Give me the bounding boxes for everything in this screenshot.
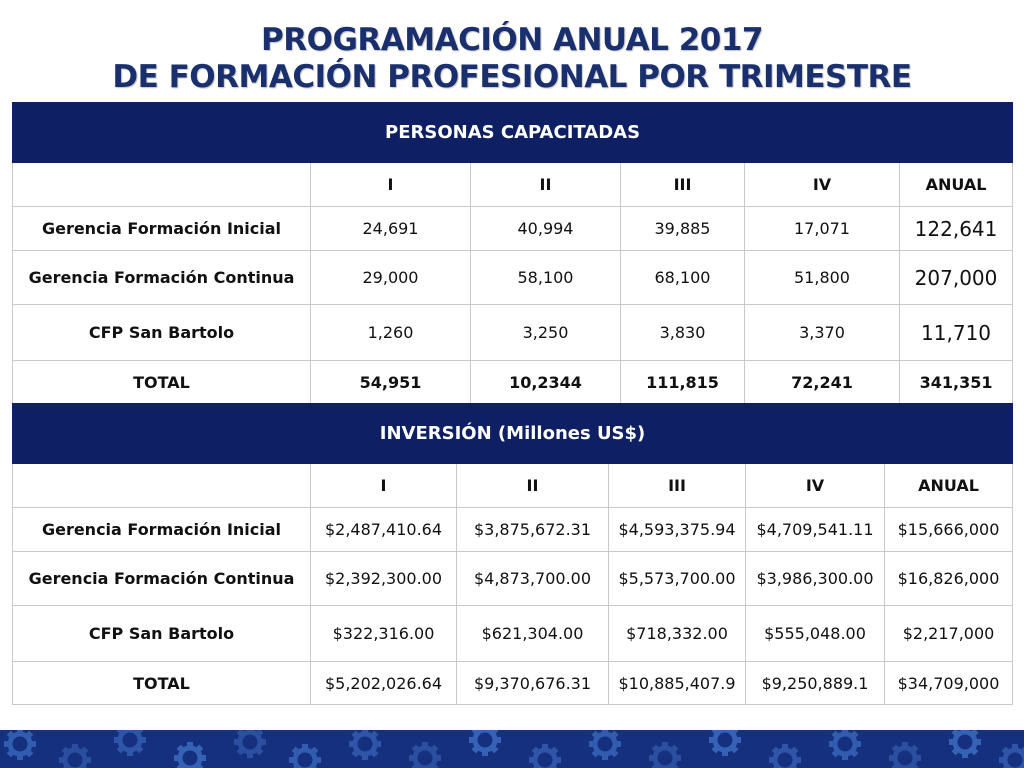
table-row <box>13 552 1013 606</box>
table-cell: $3,986,300.00 <box>746 552 885 606</box>
table-cell: 40,994 <box>471 207 621 251</box>
total-cell: 111,815 <box>621 361 745 404</box>
inversion-table <box>12 403 1013 705</box>
column-header-i: I <box>311 464 457 508</box>
table-cell: 58,100 <box>471 251 621 305</box>
table-row <box>13 207 1013 251</box>
column-header-iii: III <box>621 163 745 207</box>
title-line-2: DE FORMACIÓN PROFESIONAL POR TRIMESTRE <box>112 59 912 95</box>
total-cell: $9,250,889.1 <box>746 662 885 705</box>
total-cell: $9,370,676.31 <box>457 662 609 705</box>
empty-corner-cell <box>13 163 311 207</box>
column-header-iv: IV <box>746 464 885 508</box>
column-header-iii: III <box>609 464 746 508</box>
column-header-anual: ANUAL <box>885 464 1013 508</box>
annual-cell: 122,641 <box>900 207 1013 251</box>
table-cell: 3,250 <box>471 305 621 361</box>
table-cell: 1,260 <box>311 305 471 361</box>
column-header-ii: II <box>471 163 621 207</box>
annual-cell: 11,710 <box>900 305 1013 361</box>
table-cell: 17,071 <box>745 207 900 251</box>
table-row <box>13 508 1013 552</box>
total-cell: 10,2344 <box>471 361 621 404</box>
annual-cell: 207,000 <box>900 251 1013 305</box>
table-cell: $4,873,700.00 <box>457 552 609 606</box>
row-label: CFP San Bartolo <box>13 305 311 361</box>
table-cell: $3,875,672.31 <box>457 508 609 552</box>
row-label: Gerencia Formación Continua <box>13 552 311 606</box>
table-cell: $621,304.00 <box>457 606 609 662</box>
table-cell: $4,593,375.94 <box>609 508 746 552</box>
column-header-i: I <box>311 163 471 207</box>
personas-capacitadas-table <box>12 102 1013 404</box>
total-cell: 341,351 <box>900 361 1013 404</box>
table-cell: $5,573,700.00 <box>609 552 746 606</box>
row-label: Gerencia Formación Continua <box>13 251 311 305</box>
table-cell: $4,709,541.11 <box>746 508 885 552</box>
total-cell: $34,709,000 <box>885 662 1013 705</box>
row-label: Gerencia Formación Inicial <box>13 508 311 552</box>
total-label: TOTAL <box>13 662 311 705</box>
table-row <box>13 305 1013 361</box>
table-cell: 68,100 <box>621 251 745 305</box>
table-cell: 24,691 <box>311 207 471 251</box>
column-header-iv: IV <box>745 163 900 207</box>
row-label: CFP San Bartolo <box>13 606 311 662</box>
row-label: Gerencia Formación Inicial <box>13 207 311 251</box>
annual-cell: $2,217,000 <box>885 606 1013 662</box>
column-header-ii: II <box>457 464 609 508</box>
table-cell: $718,332.00 <box>609 606 746 662</box>
table-cell: 29,000 <box>311 251 471 305</box>
table-cell: $555,048.00 <box>746 606 885 662</box>
annual-cell: $16,826,000 <box>885 552 1013 606</box>
table-cell: 51,800 <box>745 251 900 305</box>
personas-header: PERSONAS CAPACITADAS <box>13 103 1013 163</box>
table-cell: $322,316.00 <box>311 606 457 662</box>
table-cell: 3,830 <box>621 305 745 361</box>
total-row <box>13 361 1013 404</box>
total-label: TOTAL <box>13 361 311 404</box>
table-row <box>13 251 1013 305</box>
table-cell: 3,370 <box>745 305 900 361</box>
table-cell: $2,392,300.00 <box>311 552 457 606</box>
empty-corner-cell <box>13 464 311 508</box>
total-cell: 72,241 <box>745 361 900 404</box>
decorative-gear-footer <box>0 730 1024 768</box>
table-cell: $2,487,410.64 <box>311 508 457 552</box>
title-line-1: PROGRAMACIÓN ANUAL 2017 <box>261 22 763 58</box>
total-cell: $5,202,026.64 <box>311 662 457 705</box>
table-row <box>13 606 1013 662</box>
gear-pattern-icon <box>0 730 1024 768</box>
inversion-header: INVERSIÓN (Millones US$) <box>13 404 1013 464</box>
total-row <box>13 662 1013 705</box>
page-title <box>0 22 1024 96</box>
total-cell: $10,885,407.9 <box>609 662 746 705</box>
column-header-anual: ANUAL <box>900 163 1013 207</box>
table-cell: 39,885 <box>621 207 745 251</box>
total-cell: 54,951 <box>311 361 471 404</box>
annual-cell: $15,666,000 <box>885 508 1013 552</box>
